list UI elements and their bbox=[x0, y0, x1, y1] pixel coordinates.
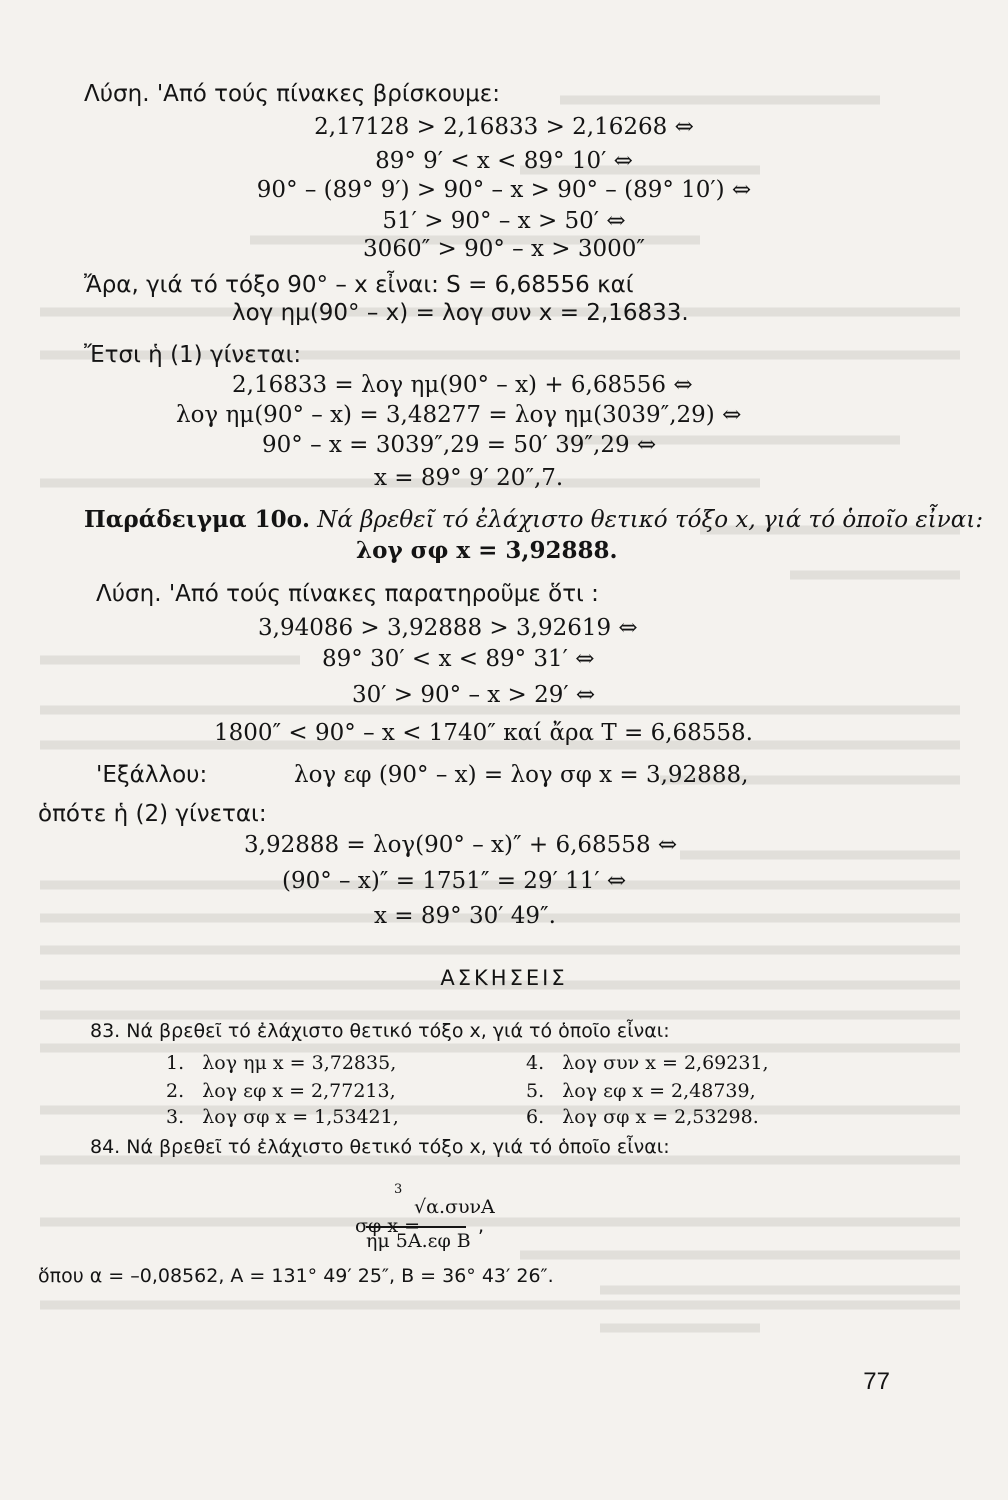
formula-numerator: √α.συνA bbox=[414, 1196, 495, 1218]
equation-line: λογ ημ(90° – x) = 3,48277 = λογ ημ(3039″,29) ⇔ bbox=[176, 402, 742, 428]
item-number: 1. bbox=[166, 1052, 185, 1074]
item-number: 4. bbox=[526, 1052, 545, 1074]
equation-line: 2,17128 > 2,16833 > 2,16268 ⇔ bbox=[314, 114, 694, 140]
example-label: Παράδειγμα 10ο. bbox=[84, 506, 310, 533]
exercise-84-statement: 84. Νά βρεθεῖ τό ἐλάχιστο θετικό τόξο x, γιά τό ὁποῖο εἶναι: bbox=[90, 1136, 670, 1158]
equation-line: 89° 30′ < x < 89° 31′ ⇔ bbox=[322, 646, 595, 672]
exercise-item bbox=[526, 1077, 756, 1105]
item-equation: λογ εφ x = 2,77213, bbox=[202, 1080, 396, 1102]
solution-intro: Λύση. 'Από τούς πίνακες παρατηροῦμε ὅτι : bbox=[96, 581, 599, 607]
formula-lhs: σφ x = bbox=[355, 1215, 420, 1237]
equation-line: 89° 9′ < x < 89° 10′ ⇔ bbox=[375, 148, 633, 174]
item-equation: λογ σφ x = 1,53421, bbox=[202, 1106, 399, 1128]
item-number: 2. bbox=[166, 1080, 185, 1102]
equation-line: 30′ > 90° – x > 29′ ⇔ bbox=[352, 682, 596, 708]
equation-line: λογ εφ (90° – x) = λογ σφ x = 3,92888, bbox=[294, 762, 749, 788]
page-number: 77 bbox=[863, 1368, 890, 1395]
item-equation: λογ ημ x = 3,72835, bbox=[202, 1052, 397, 1074]
exercise-item bbox=[166, 1103, 399, 1131]
exercise-item bbox=[526, 1103, 759, 1131]
solution-intro: Λύση. 'Από τούς πίνακες βρίσκουμε: bbox=[84, 81, 500, 107]
equation-line: 51′ > 90° – x > 50′ ⇔ bbox=[382, 208, 626, 234]
fraction-formula bbox=[0, 1182, 1008, 1260]
example-equation: λογ σφ x = 3,92888. bbox=[356, 537, 618, 564]
example-statement: Νά βρεθεῖ τό ἐλάχιστο θετικό τόξο x, γιά τό ὁποῖο εἶναι: bbox=[317, 507, 984, 533]
item-equation: λογ εφ x = 2,48739, bbox=[562, 1080, 756, 1102]
item-number: 6. bbox=[526, 1106, 545, 1128]
exercise-item bbox=[166, 1049, 396, 1077]
equation-line: x = 89° 30′ 49″. bbox=[374, 903, 556, 929]
equation-line: 1800″ < 90° – x < 1740″ καί ἄρα T = 6,68558. bbox=[214, 720, 753, 746]
exercise-item bbox=[166, 1077, 396, 1105]
item-equation: λογ συν x = 2,69231, bbox=[562, 1052, 769, 1074]
equation-line: 3,94086 > 3,92888 > 3,92619 ⇔ bbox=[258, 615, 638, 641]
text-line: Ἄρα, γιά τό τόξο 90° – x εἶναι: S = 6,68556 καί bbox=[84, 272, 634, 298]
item-equation: λογ σφ x = 2,53298. bbox=[562, 1106, 759, 1128]
fraction-bar bbox=[366, 1226, 466, 1228]
item-number: 5. bbox=[526, 1080, 545, 1102]
text-line: Ἔτσι ἡ (1) γίνεται: bbox=[84, 342, 302, 368]
equation-line: 2,16833 = λογ ημ(90° – x) + 6,68556 ⇔ bbox=[232, 372, 693, 398]
item-number: 3. bbox=[166, 1106, 185, 1128]
equation-line: (90° – x)″ = 1751″ = 29′ 11′ ⇔ bbox=[282, 868, 627, 894]
equation-line: 90° – (89° 9′) > 90° – x > 90° – (89° 10′) ⇔ bbox=[256, 177, 752, 203]
root-index: 3 bbox=[394, 1182, 403, 1197]
formula-comma: , bbox=[478, 1215, 485, 1237]
exercise-item bbox=[526, 1049, 769, 1077]
equation-line: λογ ημ(90° – x) = λογ συν x = 2,16833. bbox=[232, 300, 689, 326]
equation-line: 3060″ > 90° – x > 3000″ bbox=[363, 236, 645, 262]
equation-line: 90° – x = 3039″,29 = 50′ 39″,29 ⇔ bbox=[262, 432, 657, 458]
equation-line: x = 89° 9′ 20″,7. bbox=[374, 465, 564, 491]
example-heading bbox=[84, 506, 983, 534]
equation-line: 3,92888 = λογ(90° – x)″ + 6,68558 ⇔ bbox=[244, 832, 678, 858]
exercise-83-statement: 83. Νά βρεθεῖ τό ἐλάχιστο θετικό τόξο x, γιά τό ὁποῖο εἶναι: bbox=[90, 1020, 670, 1042]
text-line: ὁπότε ἡ (2) γίνεται: bbox=[38, 801, 267, 827]
given-values: ὅπου α = –0,08562, A = 131° 49′ 25″, B = 36° 43′ 26″. bbox=[38, 1265, 554, 1287]
formula-denominator: ημ 5A.εφ B bbox=[366, 1230, 471, 1252]
text-line: 'Εξάλλου: bbox=[96, 762, 208, 788]
section-heading: ΑΣΚΗΣΕΙΣ bbox=[440, 966, 568, 990]
